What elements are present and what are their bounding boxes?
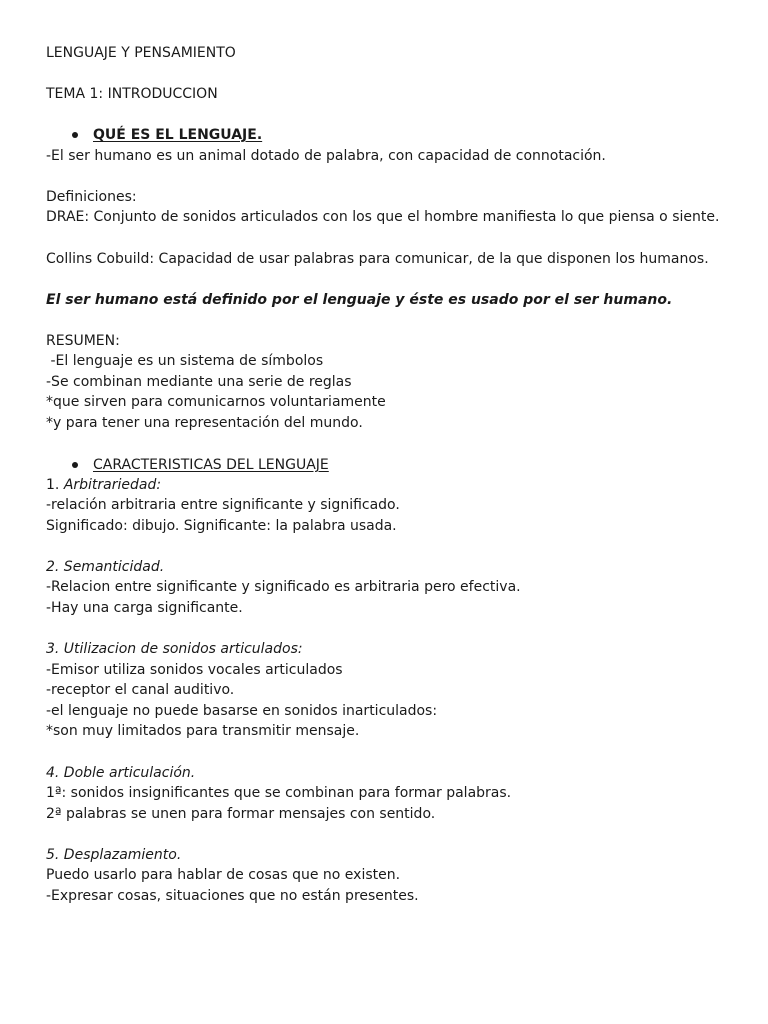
item-line: -relación arbitraria entre significante y significado. (46, 497, 400, 513)
item-line: -el lenguaje no puede basarse en sonidos inarticulados: (46, 703, 438, 719)
item-title (46, 475, 161, 495)
item-title: 4. Doble articulación. (46, 765, 196, 781)
item-title-text: Arbitrariedad: (63, 477, 162, 493)
paragraph-line: -El ser humano es un animal dotado de palabra, con capacidad de connotación. (46, 148, 606, 164)
item-title: 2. Semanticidad. (46, 559, 165, 575)
emphasis-statement: El ser humano está definido por el lenguaje y éste es usado por el ser humano. (46, 292, 673, 308)
section-heading: CARACTERISTICAS DEL LENGUAJE (93, 457, 329, 473)
definition-collins: Collins Cobuild: Capacidad de usar palabras para comunicar, de la que disponen los humanos. (46, 251, 709, 267)
item-line: -Relacion entre significante y significado es arbitraria pero efectiva. (46, 579, 521, 595)
item-number: 1. (46, 477, 64, 493)
topic-heading: TEMA 1: INTRODUCCION (46, 86, 218, 102)
summary-line: -El lenguaje es un sistema de símbolos (46, 353, 324, 369)
definition-drae: DRAE: Conjunto de sonidos articulados con los que el hombre manifiesta lo que piensa o siente. (46, 209, 720, 225)
document-title: LENGUAJE Y PENSAMIENTO (46, 45, 236, 61)
summary-line: *que sirven para comunicarnos voluntariamente (46, 394, 386, 410)
item-line: -Hay una carga significante. (46, 600, 243, 616)
item-line: -receptor el canal auditivo. (46, 682, 235, 698)
summary-line: *y para tener una representación del mundo. (46, 415, 363, 431)
item-line: *son muy limitados para transmitir mensaje. (46, 723, 360, 739)
item-line: -Emisor utiliza sonidos vocales articulados (46, 662, 343, 678)
item-line: Significado: dibujo. Significante: la palabra usada. (46, 518, 397, 534)
item-title: 5. Desplazamiento. (46, 847, 182, 863)
item-line: 1ª: sonidos insignificantes que se combinan para formar palabras. (46, 785, 512, 801)
section-heading: QUÉ ES EL LENGUAJE. (93, 127, 263, 143)
summary-line: -Se combinan mediante una serie de reglas (46, 374, 352, 390)
summary-label: RESUMEN: (46, 333, 120, 349)
bullet-icon (72, 132, 78, 138)
item-line: Puedo usarlo para hablar de cosas que no existen. (46, 867, 401, 883)
item-title: 3. Utilizacion de sonidos articulados: (46, 641, 303, 657)
bullet-icon (72, 462, 78, 468)
item-line: 2ª palabras se unen para formar mensajes con sentido. (46, 806, 436, 822)
definitions-label: Definiciones: (46, 189, 137, 205)
item-line: -Expresar cosas, situaciones que no están presentes. (46, 888, 419, 904)
